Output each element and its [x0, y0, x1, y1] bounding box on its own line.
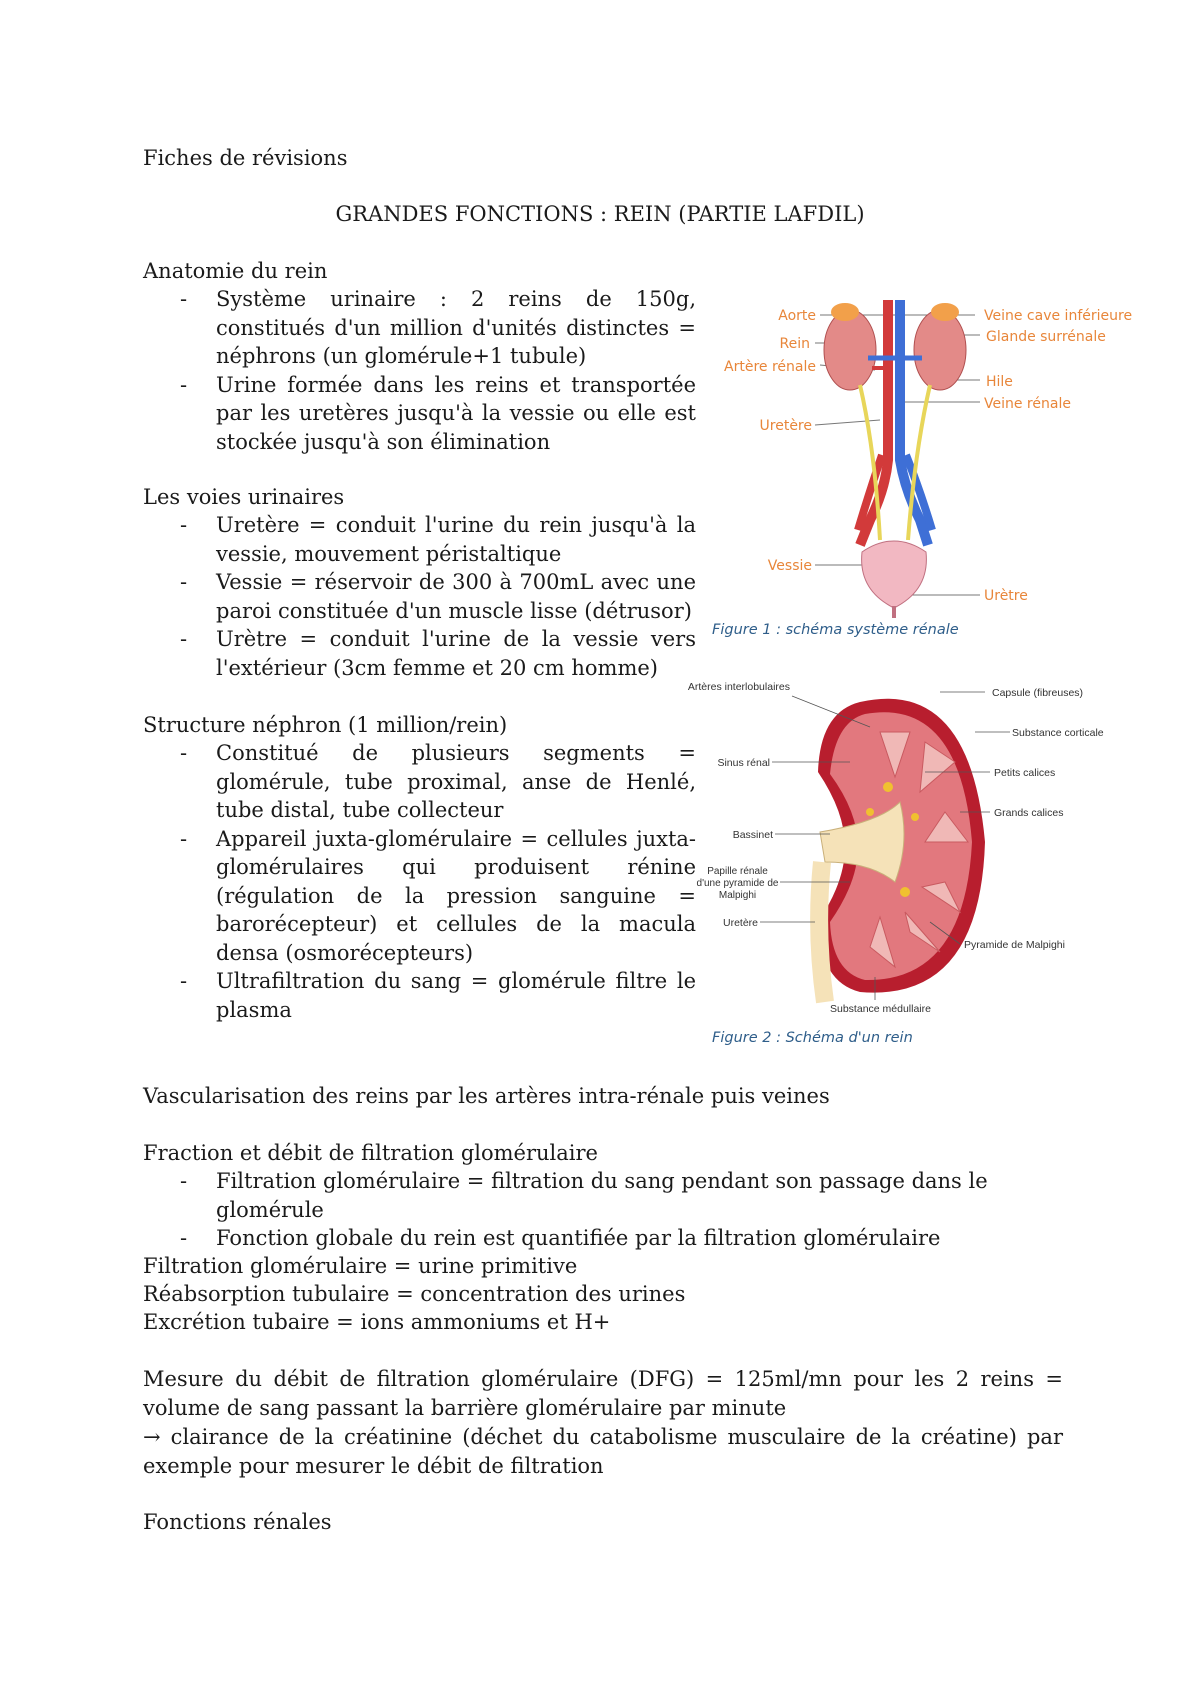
bullet-item: - Urètre = conduit l'urine de la vessie vers l'extérieur (3cm femme et 20 cm homme): [180, 625, 696, 682]
bullet-list-anatomie: [180, 285, 696, 456]
figure2-label: Pyramide de Malpighi: [964, 939, 1065, 951]
bullet-list-nephron: [180, 739, 696, 1024]
figure2-label: Grands calices: [994, 807, 1064, 819]
bullet-item: - Système urinaire : 2 reins de 150g, constitués d'un million d'unités distinctes = néphrons (un glomérule+1 tubule): [180, 285, 696, 371]
figure1-label: Aorte: [778, 308, 816, 324]
bullet-item: - Ultrafiltration du sang = glomérule filtre le plasma: [180, 967, 696, 1024]
bullet-item: - Constitué de plusieurs segments = glomérule, tube proximal, anse de Henlé, tube distal, tube collecteur: [180, 739, 696, 825]
bullet-item: - Vessie = réservoir de 300 à 700mL avec une paroi constituée d'un muscle lisse (détrusor): [180, 568, 696, 625]
figure1-label: Veine cave inférieure: [984, 308, 1133, 324]
bullet-list-voies: [180, 511, 696, 682]
figure1-label: Vessie: [767, 558, 812, 574]
bullet-list-fraction: [180, 1167, 1096, 1253]
figure2-label: Petits calices: [994, 767, 1056, 779]
figure-urinary-system: [700, 290, 1160, 620]
figure2-label: Substance corticale: [1012, 727, 1104, 739]
figure1-label: Uretère: [759, 418, 812, 434]
section-heading-voies: Les voies urinaires: [143, 485, 345, 509]
bullet-item: - Urine formée dans les reins et transportée par les uretères jusqu'à la vessie ou elle est stockée jusqu'à son élimination: [180, 371, 696, 457]
figure2-label: Sinus rénal: [717, 757, 770, 769]
figure2-label: Artères interlobulaires: [687, 681, 790, 693]
figure1-caption: Figure 1 : schéma système rénale: [712, 622, 959, 638]
figure1-label: Urètre: [984, 588, 1028, 604]
svg-text:Artères interlobulaires: [688, 681, 790, 693]
document-title: GRANDES FONCTIONS : REIN (PARTIE LAFDIL): [335, 202, 865, 226]
figure1-label: Veine rénale: [984, 396, 1071, 412]
bullet-item: - Fonction globale du rein est quantifiée par la filtration glomérulaire: [180, 1224, 1096, 1253]
figure2-label: Uretère: [722, 917, 758, 929]
figure2-label: Substance médullaire: [830, 1003, 931, 1015]
section-heading-nephron: Structure néphron (1 million/rein): [143, 713, 508, 737]
figure1-label: Rein: [779, 336, 810, 352]
figure1-label: Glande surrénale: [986, 329, 1106, 345]
definition-line: Filtration glomérulaire = urine primitive: [143, 1254, 578, 1278]
definition-line: Réabsorption tubulaire = concentration des urines: [143, 1282, 686, 1306]
bullet-item: - Uretère = conduit l'urine du rein jusqu'à la vessie, mouvement péristaltique: [180, 511, 696, 568]
paragraph-clairance: → clairance de la créatinine (déchet du catabolisme musculaire de la créatine) par exemple pour mesurer le débit de filtration: [143, 1425, 1063, 1478]
bullet-item: - Filtration glomérulaire = filtration du sang pendant son passage dans le glomérule: [180, 1167, 1096, 1224]
figure2-caption: Figure 2 : Schéma d'un rein: [712, 1030, 913, 1046]
paragraph-vascularisation: Vascularisation des reins par les artères intra-rénale puis veines: [143, 1084, 830, 1108]
document-header: Fiches de révisions: [143, 146, 348, 170]
paragraph-mesure: Mesure du débit de filtration glomérulaire (DFG) = 125ml/mn pour les 2 reins = volume de sang passant la barrière glomérulaire par minute: [143, 1367, 1063, 1420]
figure-kidney-section: [687, 681, 1170, 1022]
section-heading-anatomie: Anatomie du rein: [143, 259, 328, 283]
definition-line: Excrétion tubaire = ions ammoniums et H+: [143, 1310, 611, 1334]
bullet-item: - Appareil juxta-glomérulaire = cellules juxta-glomérulaires qui produisent rénine (régulation de la pression sanguine = barorécepteur) et cellules de la macula densa (osmorécepteurs): [180, 825, 696, 968]
section-heading-fraction: Fraction et débit de filtration glomérulaire: [143, 1141, 598, 1165]
figure1-label: Hile: [986, 374, 1013, 390]
figure2-label: Bassinet: [732, 829, 773, 841]
figure2-label: Capsule (fibreuses): [992, 687, 1084, 699]
section-heading-fonctions: Fonctions rénales: [143, 1510, 332, 1534]
figure2-label: Papille rénale d'une pyramide de Malpighi: [696, 866, 779, 901]
figure1-label: Artère rénale: [724, 359, 816, 375]
